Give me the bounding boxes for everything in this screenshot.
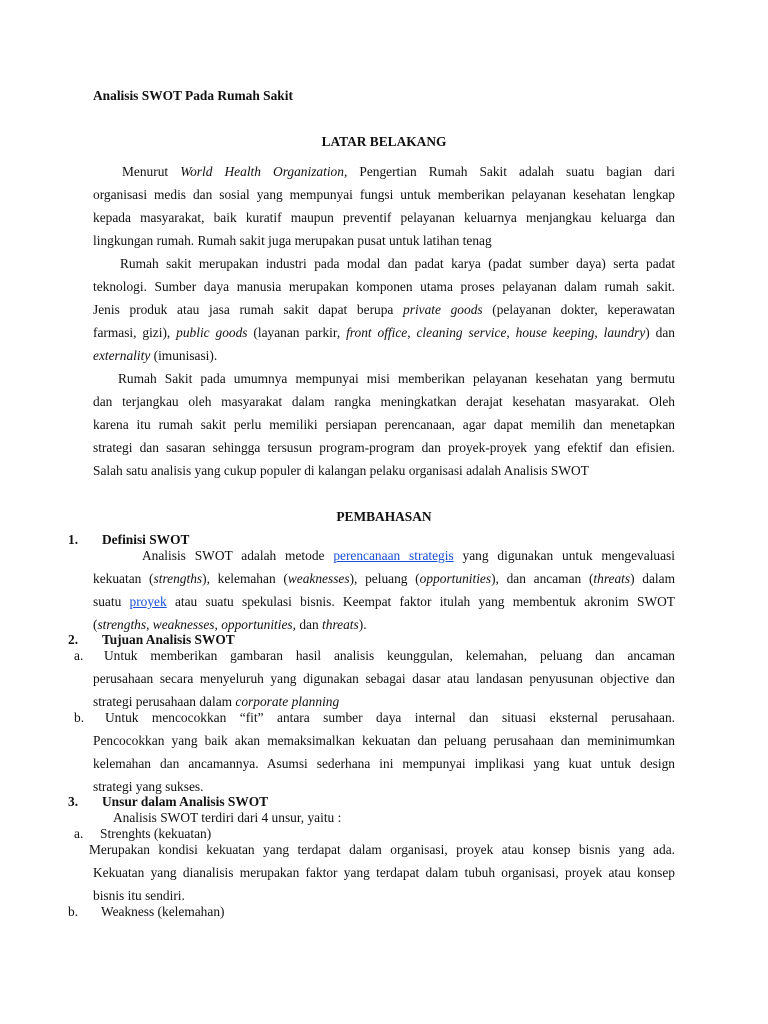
paragraph-line <box>93 325 675 341</box>
paragraph-line: dan terjangkau oleh masyarakat dalam rangka meningkatkan derajat kesehatan masyarakat. Oleh <box>93 394 675 409</box>
text-run: , <box>214 617 222 632</box>
text-run: Analisis SWOT adalah metode <box>142 548 334 563</box>
text-run: , <box>506 325 516 340</box>
paragraph-line <box>93 571 675 587</box>
paragraph-line <box>93 694 339 710</box>
text-run-italic: private goods <box>403 302 483 317</box>
paragraph-line: organisasi medis dan sosial yang mempunyai fungsi untuk memberikan pelayanan kesehatan lengkap <box>93 187 675 202</box>
text-run: suatu <box>93 594 130 609</box>
text-run-italic: threats <box>593 571 631 586</box>
text-run-italic: externality <box>93 348 151 363</box>
list-number: 1. <box>68 532 79 547</box>
text-run: ), peluang ( <box>349 571 420 586</box>
text-run: (pelayanan dokter, keperawatan <box>482 302 675 317</box>
text-run: , <box>407 325 417 340</box>
text-run-italic: cleaning service <box>416 325 507 340</box>
text-run-italic: opportunities <box>221 617 293 632</box>
text-run: ) dalam <box>630 571 676 586</box>
paragraph-line: Analisis SWOT terdiri dari 4 unsur, yaitu : <box>113 810 342 825</box>
paragraph-line: perusahaan secara menyeluruh yang digunakan sebagai dasar atau landasan penyusunan objective dan <box>93 671 675 686</box>
text-run: (layanan parkir, <box>247 325 347 340</box>
text-run: ) dan <box>645 325 675 340</box>
text-run: , Pengertian Rumah Sakit adalah suatu bagian dari <box>343 164 675 179</box>
text-run-italic: public goods <box>176 325 248 340</box>
text-run: , <box>594 325 604 340</box>
text-run-italic: front office <box>346 325 408 340</box>
text-run: yang digunakan untuk mengevaluasi <box>453 548 675 563</box>
paragraph-line: Rumah sakit merupakan industri pada modal dan padat karya (padat sumber daya) serta padat <box>120 256 675 271</box>
list-item-label: Strenghts (kekuatan) <box>100 826 212 841</box>
text-run: ( <box>93 617 98 632</box>
text-run: atau suatu spekulasi bisnis. Keempat faktor itulah yang membentuk akronim SWOT <box>166 594 675 609</box>
text-run-italic: World Health Organization <box>180 164 344 179</box>
list-marker: b. <box>68 904 79 919</box>
text-run: strategi perusahaan dalam <box>93 694 236 709</box>
paragraph-line: bisnis itu sendiri. <box>93 888 185 903</box>
text-run-italic: weaknesses <box>287 571 350 586</box>
text-run: ), kelemahan ( <box>202 571 288 586</box>
paragraph-line: lingkungan rumah. Rumah sakit juga merupakan pusat untuk latihan tenag <box>93 233 492 248</box>
list-number: 3. <box>68 794 79 809</box>
paragraph-line: Merupakan kondisi kekuatan yang terdapat dalam organisasi, proyek atau konsep bisnis yang ada. <box>89 842 675 857</box>
paragraph-line: Untuk mencocokkan “fit” antara sumber daya internal dan situasi eksternal perusahaan. <box>105 710 675 725</box>
text-run-italic: laundry <box>603 325 646 340</box>
subsection-heading-tujuan: Tujuan Analisis SWOT <box>102 632 235 647</box>
list-number: 2. <box>68 632 79 647</box>
list-marker: a. <box>74 648 84 663</box>
link-perencanaan-strategis[interactable]: perencanaan strategis <box>333 548 454 563</box>
paragraph-line: karena itu rumah sakit perlu memiliki persiapan perencanaan, agar dapat memilih dan menetapkan <box>93 417 675 432</box>
paragraph-line: strategi yang sukses. <box>93 779 204 794</box>
section-heading-latar-belakang: LATAR BELAKANG <box>321 134 447 149</box>
text-run-italic: strengths <box>97 617 147 632</box>
text-run: , <box>146 617 153 632</box>
text-run-italic: corporate planning <box>235 694 340 709</box>
text-run-italic: house keeping <box>515 325 595 340</box>
text-run: ), dan ancaman ( <box>491 571 594 586</box>
text-run: , dan <box>292 617 323 632</box>
paragraph-line: Rumah Sakit pada umumnya mempunyai misi memberikan pelayanan kesehatan yang bermutu <box>118 371 675 386</box>
list-item-label: Weakness (kelemahan) <box>101 904 225 919</box>
text-run: farmasi, gizi), <box>93 325 177 340</box>
paragraph-line: Salah satu analisis yang cukup populer di kalangan pelaku organisasi adalah Analisis SWOT <box>93 463 589 478</box>
text-run: (imunisasi). <box>150 348 218 363</box>
list-marker: b. <box>74 710 85 725</box>
text-run: kekuatan ( <box>93 571 154 586</box>
subsection-heading-unsur: Unsur dalam Analisis SWOT <box>102 794 269 809</box>
paragraph-line: Pencocokkan yang baik akan memaksimalkan kekuatan dan peluang perusahaan dan meminimumkan <box>93 733 675 748</box>
paragraph-line: kepada masyarakat, baik kuratif maupun preventif pelayanan keluarnya menjangkau keluarga dan <box>93 210 675 225</box>
subsection-heading-definisi: Definisi SWOT <box>102 532 190 547</box>
paragraph-line <box>93 348 217 364</box>
paragraph-line: kelemahan dan ancamannya. Asumsi sederhana ini mempunyai implikasi yang kuat untuk design <box>93 756 675 771</box>
paragraph-line <box>93 594 675 610</box>
paragraph-line <box>122 164 675 180</box>
document-title: Analisis SWOT Pada Rumah Sakit <box>93 88 293 103</box>
paragraph-line: teknologi. Sumber daya manusia merupakan komponen utama proses pelayanan dalam rumah sakit. <box>93 279 675 294</box>
paragraph-line: Kekuatan yang dianalisis merupakan faktor yang terdapat dalam tubuh organisasi, proyek atau konsep <box>93 865 675 880</box>
paragraph-line <box>93 617 367 633</box>
paragraph-line: strategi dan sasaran sehingga tersusun program-program dan proyek-proyek yang efektif dan efisien. <box>93 440 675 455</box>
list-marker: a. <box>74 826 84 841</box>
text-run: Jenis produk atau jasa rumah sakit dapat berupa <box>93 302 404 317</box>
paragraph-line: Untuk memberikan gambaran hasil analisis keunggulan, kelemahan, peluang dan ancaman <box>104 648 675 663</box>
text-run-italic: threats <box>322 617 359 632</box>
link-proyek[interactable]: proyek <box>129 594 167 609</box>
text-run-italic: opportunities <box>419 571 492 586</box>
text-run-italic: strengths <box>153 571 203 586</box>
text-run: Menurut <box>122 164 181 179</box>
section-heading-pembahasan: PEMBAHASAN <box>336 509 432 524</box>
paragraph-line <box>142 548 675 564</box>
paragraph-line <box>93 302 675 318</box>
text-run: ). <box>358 617 367 632</box>
text-run-italic: weaknesses <box>152 617 215 632</box>
